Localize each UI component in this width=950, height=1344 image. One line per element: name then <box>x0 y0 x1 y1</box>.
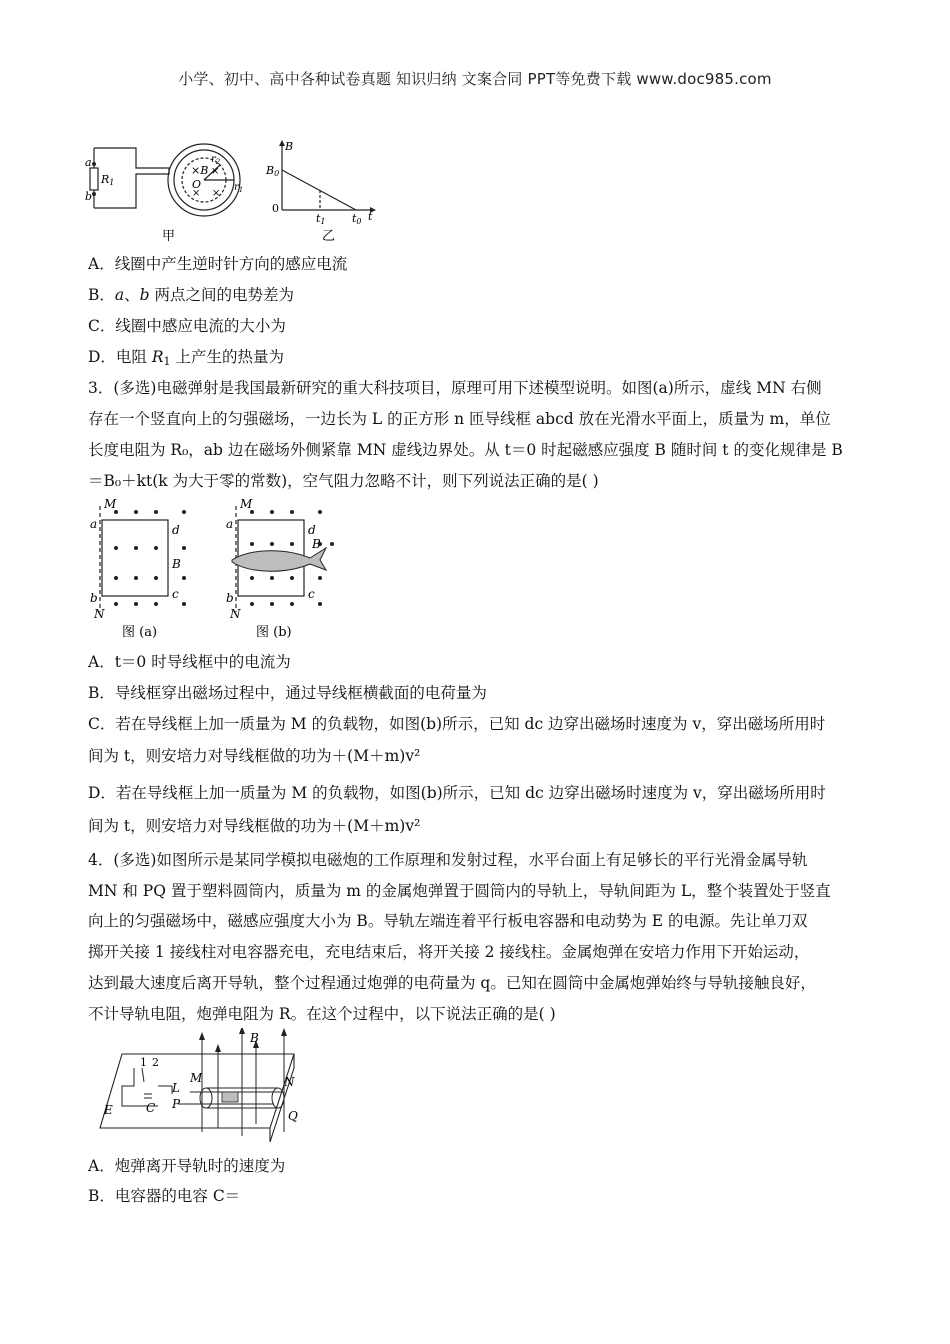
figure-label-jia: 甲 <box>162 229 176 244</box>
axis-label-t: t <box>368 210 373 223</box>
terminal-1: 1 <box>140 1056 147 1069</box>
q4-stem-line-4: 掷开关接 1 接线柱对电容器充电，充电结束后，将开关接 2 接线柱。金属炮弹在安培力作用下开始运动， <box>88 943 810 961</box>
label-a: a <box>85 156 92 169</box>
label-n: N <box>284 1075 295 1089</box>
q3-stem-line-4: ＝B₀＋kt(k 为大于零的常数)，空气阻力忽略不计，则下列说法正确的是( ) <box>88 472 599 490</box>
label-l: L <box>172 1081 180 1095</box>
label-field-b: B <box>250 1031 259 1045</box>
label-c: c <box>172 587 179 601</box>
label-b: b <box>226 591 234 605</box>
label-d: d <box>172 523 180 537</box>
q3-option-c-line-2: 间为 t，则安培力对导线框做的功为＋(M＋m)v² <box>88 747 421 765</box>
q3-stem-line-1: 3．(多选)电磁弹射是我国最新研究的重大科技项目，原理可用下述模型说明。如图(a)所示，虚线 MN 右侧 <box>88 379 822 397</box>
q4-stem-line-3: 向上的匀强磁场中，磁感应强度大小为 B。导轨左端连着平行板电容器和电动势为 E 的电源。先让单刀双 <box>88 912 808 930</box>
label-field-b: ×B <box>191 164 209 177</box>
figure-1-circuit-and-graph <box>84 138 384 246</box>
label-b0: B0 <box>266 164 280 178</box>
label-r1: R1 <box>101 173 115 187</box>
label-t1: t1 <box>316 212 326 226</box>
label-r2: $r_2$ <box>211 154 221 166</box>
label-r1-radius: $r_1$ <box>234 182 244 194</box>
label-c: c <box>308 587 315 601</box>
projectile <box>222 1092 238 1102</box>
q3-option-b: B．导线框穿出磁场过程中，通过导线框横截面的电荷量为 <box>88 684 487 702</box>
x-mark: × <box>192 188 201 199</box>
q4-stem-line-2: MN 和 PQ 置于塑料圆筒内，质量为 m 的金属炮弹置于圆筒内的导轨上，导轨间距为 L，整个装置处于竖直 <box>88 882 831 900</box>
q3-option-d-line-1: D．若在导线框上加一质量为 M 的负载物，如图(b)所示，已知 dc 边穿出磁场时速度为 v，穿出磁场所用时 <box>88 784 826 802</box>
label-m: M <box>104 497 117 511</box>
q2-option-b: B．a、b 两点之间的电势差为 <box>88 286 295 304</box>
label-m: M <box>190 1071 203 1085</box>
label-a: a <box>90 517 98 531</box>
figure-1-bt-graph <box>282 142 374 210</box>
q3-stem-line-2: 存在一个竖直向上的匀强磁场，一边长为 L 的正方形 n 匝导线框 abcd 放在光滑水平面上，质量为 m，单位 <box>88 410 831 428</box>
label-o: O <box>192 178 202 191</box>
q4-option-b: B．电容器的电容 C＝ <box>88 1187 241 1205</box>
q3-option-a: A．t＝0 时导线框中的电流为 <box>88 653 291 671</box>
figure-2-frames <box>86 494 346 644</box>
q2-option-c: C．线圈中感应电流的大小为 <box>88 317 286 335</box>
figure-2a <box>100 506 168 612</box>
q4-stem-line-1: 4．(多选)如图所示是某同学模拟电磁炮的工作原理和发射过程，水平台面上有足够长的平行光滑金属导轨 <box>88 851 808 869</box>
q2-option-a: A．线圈中产生逆时针方向的感应电流 <box>88 255 348 273</box>
label-p: P <box>172 1097 181 1111</box>
label-q: Q <box>288 1109 298 1123</box>
label-b: b <box>85 190 93 203</box>
q3-option-c-line-1: C．若在导线框上加一质量为 M 的负载物，如图(b)所示，已知 dc 边穿出磁场时速度为 v，穿出磁场所用时 <box>88 715 826 733</box>
load-object <box>232 548 326 571</box>
label-t0: t0 <box>352 212 362 226</box>
label-a: a <box>226 517 234 531</box>
label-n: N <box>230 607 241 621</box>
label-n: N <box>94 607 105 621</box>
field-arrows <box>199 1028 287 1052</box>
figure-label-yi: 乙 <box>322 229 336 244</box>
caption-b: 图 (b) <box>256 625 292 640</box>
label-b: b <box>90 591 98 605</box>
label-m: M <box>240 497 253 511</box>
page-header: 小学、初中、高中各种试卷真题 知识归纳 文案合同 PPT等免费下载 www.doc985.com <box>178 70 772 88</box>
field-lines <box>202 1030 284 1136</box>
caption-a: 图 (a) <box>122 625 158 640</box>
x-mark: × <box>212 188 221 199</box>
label-origin: 0 <box>272 202 279 215</box>
figure-3-railgun <box>98 1028 298 1146</box>
terminal-2: 2 <box>152 1056 159 1069</box>
label-e: E <box>104 1103 113 1117</box>
platform <box>100 1054 294 1142</box>
q4-stem-line-5: 达到最大速度后离开导轨，整个过程通过炮弹的电荷量为 q。已知在圆筒中金属炮弹始终与导轨接触良好， <box>88 974 816 992</box>
label-d: d <box>308 523 316 537</box>
q2-option-d: D．电阻 $R_1$ 上产生的热量为 <box>88 348 284 368</box>
q3-stem-line-3: 长度电阻为 R₀，ab 边在磁场外侧紧靠 MN 虚线边界处。从 t＝0 时起磁感应强度 B 随时间 t 的变化规律是 B <box>88 441 843 459</box>
label-field-b: B <box>172 557 181 571</box>
q3-option-d-line-2: 间为 t，则安培力对导线框做的功为＋(M＋m)v² <box>88 817 421 835</box>
x-mark: × <box>211 166 220 177</box>
axis-label-b: B <box>285 140 294 153</box>
label-c: C <box>146 1101 156 1115</box>
q4-stem-line-6: 不计导轨电阻，炮弹电阻为 R。在这个过程中，以下说法正确的是( ) <box>88 1005 556 1023</box>
q4-option-a: A．炮弹离开导轨时的速度为 <box>88 1157 286 1175</box>
label-field-b: B <box>312 537 321 551</box>
